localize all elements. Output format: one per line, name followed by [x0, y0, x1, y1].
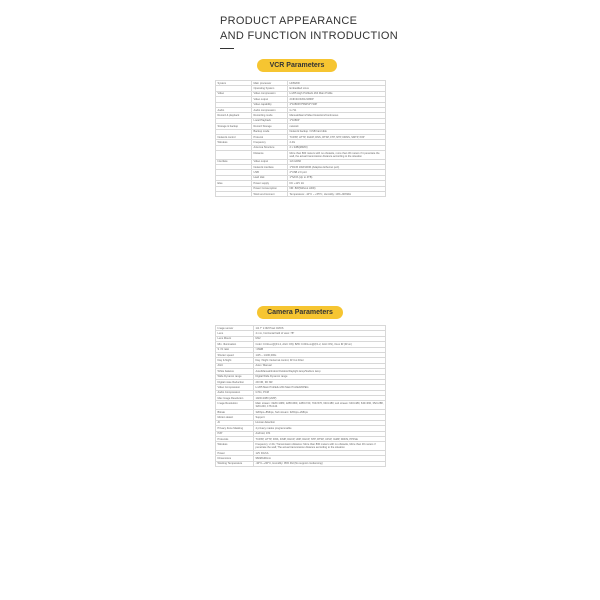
row-parameter: Record Storage — [252, 124, 288, 129]
row-category: Working Temperature — [216, 461, 254, 466]
row-value: Day / Night / External control, IR Cut Filter — [254, 358, 386, 363]
row-parameter: Network interface — [252, 165, 288, 170]
row-parameter: Frequency — [252, 140, 288, 145]
row-parameter: USB — [252, 170, 288, 175]
row-value: Network backup / USB hard disk — [288, 129, 386, 134]
row-parameter: Local Playback — [252, 118, 288, 123]
row-value: 1/2.7" 2.0M Pixel CMOS — [254, 326, 386, 331]
row-category: AGC — [216, 363, 254, 368]
row-category: Interface — [216, 159, 252, 164]
row-value: 4*1080P/4*5MP/4*720P — [288, 102, 386, 107]
row-value: Auto/Manual/Indoor/Outdoor/Daylight lamp/Sodium lamp — [254, 369, 386, 374]
row-category: Audio — [216, 107, 252, 112]
row-category: Shutter speed — [216, 352, 254, 357]
row-value: 1*SATA (Up to 4TB) — [288, 175, 386, 180]
row-value: 2.4G — [288, 140, 386, 145]
row-value: DC +12V 2A — [288, 181, 386, 186]
row-category: Wireless — [216, 442, 254, 451]
row-value: >39dB — [254, 347, 386, 352]
row-value: 2D NR, 3D NR — [254, 379, 386, 384]
table-row — [216, 151, 386, 160]
row-value: 1*1080P — [288, 118, 386, 123]
vcr-parameters-table — [215, 80, 386, 197]
row-value: Support — [254, 415, 386, 420]
row-category: Motion detect — [216, 415, 254, 420]
row-parameter: Protocol — [252, 134, 288, 139]
row-value: TCP/IP, HTTP, DNS, ICMP, DHCP, UDP, DHCP, NTP, RTSP, UPnP, IGMP, DDNS, PPPoE — [254, 437, 386, 442]
row-category: Audio Compression — [216, 390, 254, 395]
page-title — [220, 14, 398, 44]
row-category: Lens — [216, 331, 254, 336]
row-parameter: Main processor — [252, 81, 288, 86]
row-value: 1*RJ45 10M/100M (Adaptive Ethernet port) — [288, 165, 386, 170]
row-category: Wide Dynamic range — [216, 374, 254, 379]
row-parameter: Video output — [252, 159, 288, 164]
row-value: 1/25 ~ 1/100,000s — [254, 352, 386, 357]
row-parameter: Video output — [252, 97, 288, 102]
row-category: Digital noise Reduction — [216, 379, 254, 384]
row-parameter: Hard disk — [252, 175, 288, 180]
row-value: G.711 — [288, 107, 386, 112]
row-value: Embedded Linux — [288, 86, 386, 91]
row-value: Human detection — [254, 420, 386, 425]
row-category: Storage & backup — [216, 124, 252, 129]
row-parameter: Backup mode — [252, 129, 288, 134]
row-value: -30°C~+60°C, Humidity: 95% RH (No support condensing) — [254, 461, 386, 466]
row-parameter: Power Consumption — [252, 186, 288, 191]
row-value: G711, PCM — [254, 390, 386, 395]
row-value: Color: 0.01Lux@(F1.2, AGC ON); B/W: 0.001Lux@(F1.2, AGC ON), 0Lux IR (IR on) — [254, 342, 386, 347]
row-category: Record & playback — [216, 113, 252, 118]
row-value: 4 privacy masks programmable — [254, 426, 386, 431]
row-parameter: Antenna Structure — [252, 145, 288, 150]
row-value: 4 mm, horizontal field of view: 78° — [254, 331, 386, 336]
table-row — [216, 442, 386, 451]
row-value: Digital Wide Dynamic range — [254, 374, 386, 379]
row-category: Network control — [216, 134, 252, 139]
row-value: 1ch HDMI — [288, 159, 386, 164]
vcr-parameters-heading: VCR Parameters — [257, 59, 337, 72]
row-value: M12 — [254, 336, 386, 341]
row-parameter: Video capability — [252, 102, 288, 107]
row-value: Main stream: 1920×1080, 1280×960, 1280×720, 704×576, 640×480; sub stream: 640×480, 640×360, 352×288, 320×240, 176×144 — [254, 401, 386, 410]
row-value: Temperature: -10°C ~ +55°C, Humidity: 10%~90%RH — [288, 192, 386, 197]
row-category: Dimensions — [216, 456, 254, 461]
row-value: 32Kbps~8Mbps, Sub stream: 32Kbps~2Mbps — [254, 410, 386, 415]
row-parameter: Work environment — [252, 192, 288, 197]
row-category: AI — [216, 420, 254, 425]
page-title-line-2: AND FUNCTION INTRODUCTION — [220, 30, 398, 42]
row-value: 2CIF/4CIF/D1/1080P — [288, 97, 386, 102]
row-value: TCP/IP, HTTP, DHCP, DNS, RTSP, FTP, NTP, DDNS, SMTP, P2P — [288, 134, 386, 139]
table-row — [216, 461, 386, 466]
row-category: System — [216, 81, 252, 86]
row-value: 2 x 3dBi(MIMO) — [288, 145, 386, 150]
table-row — [216, 192, 386, 197]
row-value: 1920×1080 (2MP) — [254, 396, 386, 401]
row-category: Image sensor — [216, 326, 254, 331]
row-category: Lens Mount — [216, 336, 254, 341]
row-category — [216, 151, 252, 160]
row-category: Else — [216, 181, 252, 186]
row-value: network — [288, 124, 386, 129]
row-category: Protocols — [216, 437, 254, 442]
row-category: Privacy Zone Masking — [216, 426, 254, 431]
row-category: Video — [216, 91, 252, 96]
row-parameter: Recording mode — [252, 113, 288, 118]
row-category — [216, 192, 252, 197]
row-value: Manual/Alarm/Video Detection/Continuous — [288, 113, 386, 118]
camera-parameters-heading: Camera Parameters — [257, 306, 343, 319]
row-category: Bitrate — [216, 410, 254, 415]
row-category: S / N ratio — [216, 347, 254, 352]
row-category: Wireless — [216, 140, 252, 145]
row-parameter: Operating System — [252, 86, 288, 91]
page-title-line-1: PRODUCT APPEARANCE — [220, 15, 358, 27]
row-value: NR: 8W(Without HDD) — [288, 186, 386, 191]
row-value: More than 800 meters with no obstacle, more than 30 meters if it penetrate the wall, the actual transmission distance according to the situation — [288, 151, 386, 160]
row-value: 98x98x90mm — [254, 456, 386, 461]
row-category: Min. Illumination — [216, 342, 254, 347]
title-divider — [220, 48, 234, 49]
row-value: Frequency: 2.4G; Transmission distance: More than 800 meters with no obstacle, More than 30 meters if penetrate the wall; The actual transmission distance according to the situation — [254, 442, 386, 451]
row-value: Auto / Manual — [254, 363, 386, 368]
row-category: Image Resolution — [216, 401, 254, 410]
row-value: 12V DC/1A — [254, 451, 386, 456]
row-category: Power — [216, 451, 254, 456]
row-parameter: Video compression — [252, 91, 288, 96]
row-category: Day & Night — [216, 358, 254, 363]
row-value: HI3520D — [288, 81, 386, 86]
row-parameter: Audio compression — [252, 107, 288, 112]
row-category: White balance — [216, 369, 254, 374]
row-category: Max Image Resolution — [216, 396, 254, 401]
row-value: Android, iOS — [254, 431, 386, 436]
row-value: 2*USB 2.0 port — [288, 170, 386, 175]
row-category: Video Compression — [216, 385, 254, 390]
row-category: P2P — [216, 431, 254, 436]
camera-parameters-table — [215, 325, 386, 467]
row-value: H.265 High Profile/H.264 Main Profile — [288, 91, 386, 96]
row-parameter: Power supply — [252, 181, 288, 186]
row-parameter: Distance — [252, 151, 288, 160]
table-row — [216, 401, 386, 410]
row-value: H.265 Main Profile/H.264 Main Profile/MJPEG — [254, 385, 386, 390]
